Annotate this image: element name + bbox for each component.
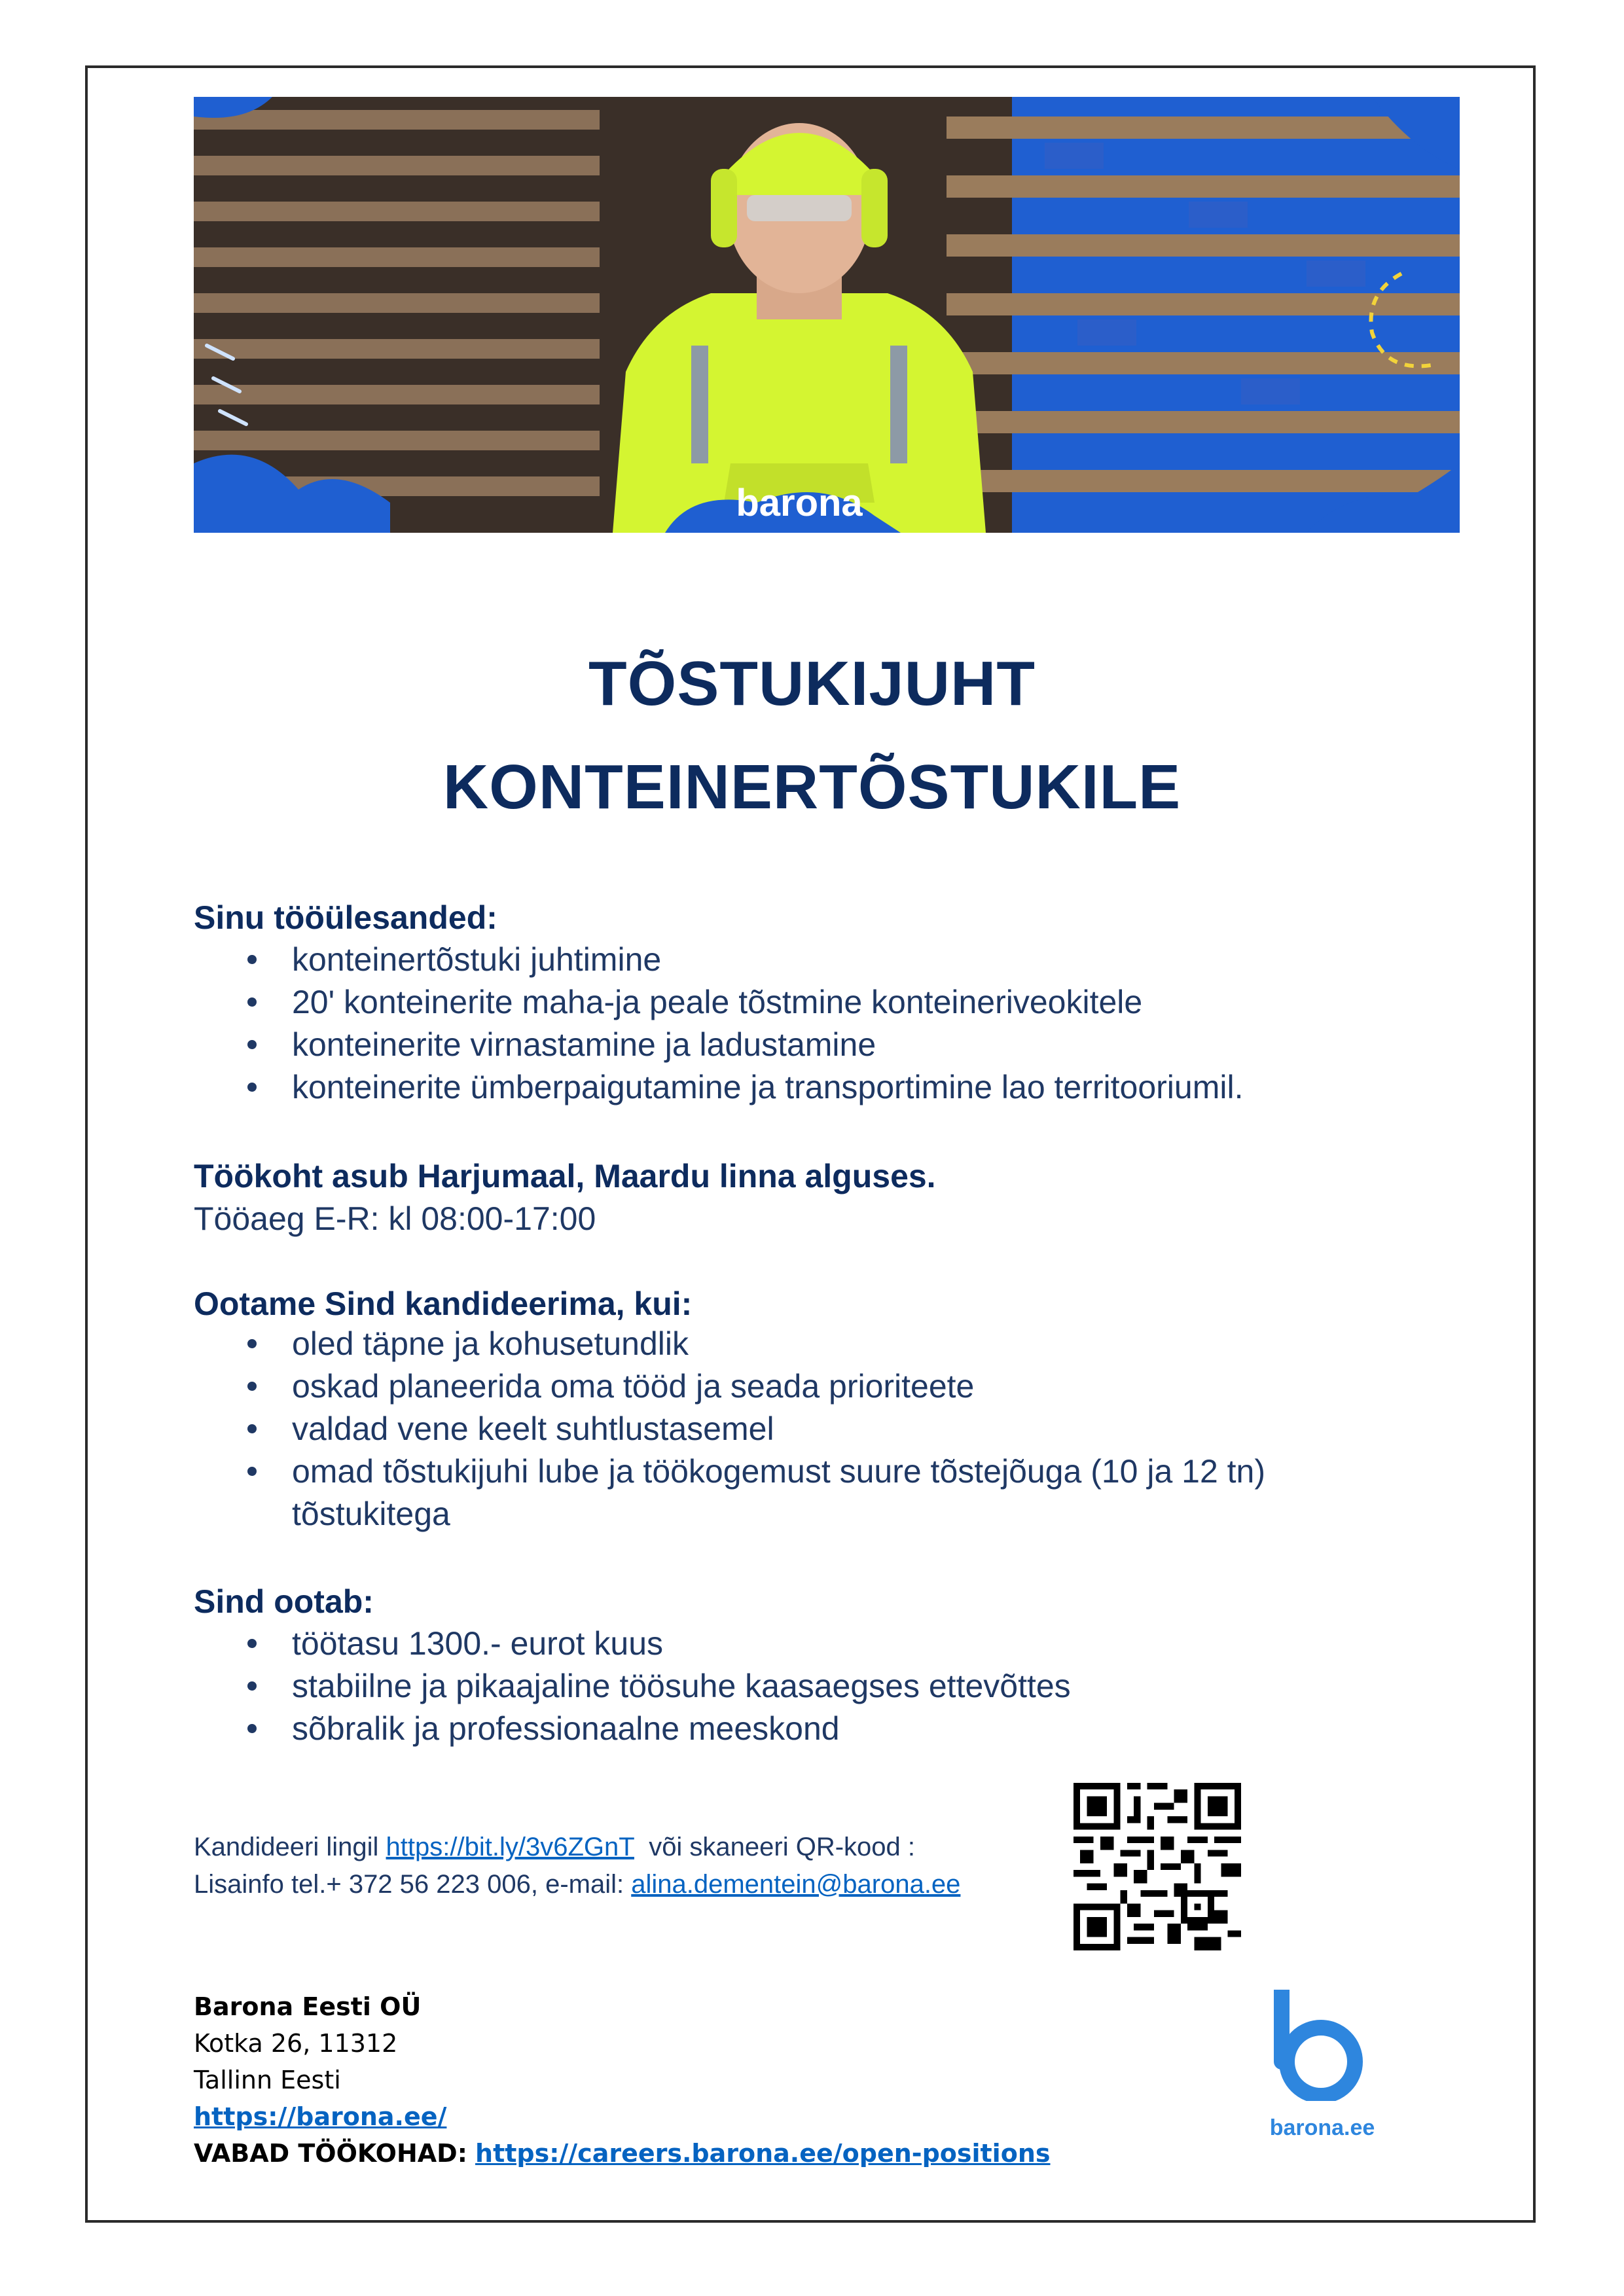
offer-heading: Sind ootab: bbox=[194, 1583, 374, 1620]
list-item: stabiilne ja pikaajaline töösuhe kaasaegses ettevõttes bbox=[194, 1665, 1372, 1708]
list-item: 20' konteinerite maha-ja peale tõstmine konteineriveokitele bbox=[194, 981, 1372, 1024]
jobs-label: VABAD TÖÖKOHAD: bbox=[194, 2139, 467, 2168]
list-item: sõbralik ja professionaalne meeskond bbox=[194, 1708, 1372, 1750]
company-footer bbox=[194, 1988, 1051, 2172]
list-item: omad tõstukijuhi lube ja töökogemust suure tõstejõuga (10 ja 12 tn) tõstukitega bbox=[194, 1450, 1372, 1535]
qr-code[interactable] bbox=[1074, 1783, 1241, 1950]
requirements-list bbox=[194, 1323, 1372, 1535]
hero-logo-text: barona bbox=[736, 482, 863, 524]
hero-image bbox=[194, 97, 1460, 533]
apply-prefix: Kandideeri lingil bbox=[194, 1833, 379, 1861]
info-prefix: Lisainfo tel.+ 372 56 223 006, e-mail: bbox=[194, 1870, 624, 1899]
location-heading: Töökoht asub Harjumaal, Maardu linna alguses. bbox=[194, 1158, 936, 1194]
job-title-line2: KONTEINERTÕSTUKILE bbox=[442, 752, 1182, 822]
jobs-link[interactable]: https://careers.barona.ee/open-positions bbox=[475, 2139, 1051, 2168]
address-line1: Kotka 26, 11312 bbox=[194, 2029, 398, 2058]
apply-suffix: või skaneeri QR-kood : bbox=[649, 1833, 916, 1861]
list-item: töötasu 1300.- eurot kuus bbox=[194, 1623, 1372, 1665]
working-hours: Tööaeg E-R: kl 08:00-17:00 bbox=[194, 1200, 596, 1237]
website-link[interactable]: https://barona.ee/ bbox=[194, 2102, 447, 2131]
list-item: konteinerite virnastamine ja ladustamine bbox=[194, 1024, 1372, 1066]
list-item: valdad vene keelt suhtlustasemel bbox=[194, 1408, 1372, 1450]
job-title-line1: TÕSTUKIJUHT bbox=[588, 649, 1036, 719]
email-link[interactable]: alina.dementein@barona.ee bbox=[631, 1870, 961, 1899]
offer-list bbox=[194, 1623, 1372, 1750]
apply-link[interactable]: https://bit.ly/3v6ZGnT bbox=[386, 1833, 634, 1861]
list-item: oled täpne ja kohusetundlik bbox=[194, 1323, 1372, 1365]
logo-text: barona.ee bbox=[1269, 2115, 1375, 2140]
barona-logo-icon bbox=[1272, 1990, 1364, 2101]
list-item: oskad planeerida oma tööd ja seada prioriteete bbox=[194, 1365, 1372, 1408]
tasks-heading: Sinu tööülesanded: bbox=[194, 899, 497, 936]
address-line2: Tallinn Eesti bbox=[194, 2066, 341, 2094]
info-line bbox=[194, 1866, 960, 1903]
apply-line bbox=[194, 1829, 915, 1865]
company-name: Barona Eesti OÜ bbox=[194, 1992, 422, 2021]
tasks-list bbox=[194, 939, 1372, 1109]
requirements-heading: Ootame Sind kandideerima, kui: bbox=[194, 1285, 693, 1322]
list-item: konteinertõstuki juhtimine bbox=[194, 939, 1372, 981]
list-item: konteinerite ümberpaigutamine ja transportimine lao territooriumil. bbox=[194, 1066, 1372, 1109]
